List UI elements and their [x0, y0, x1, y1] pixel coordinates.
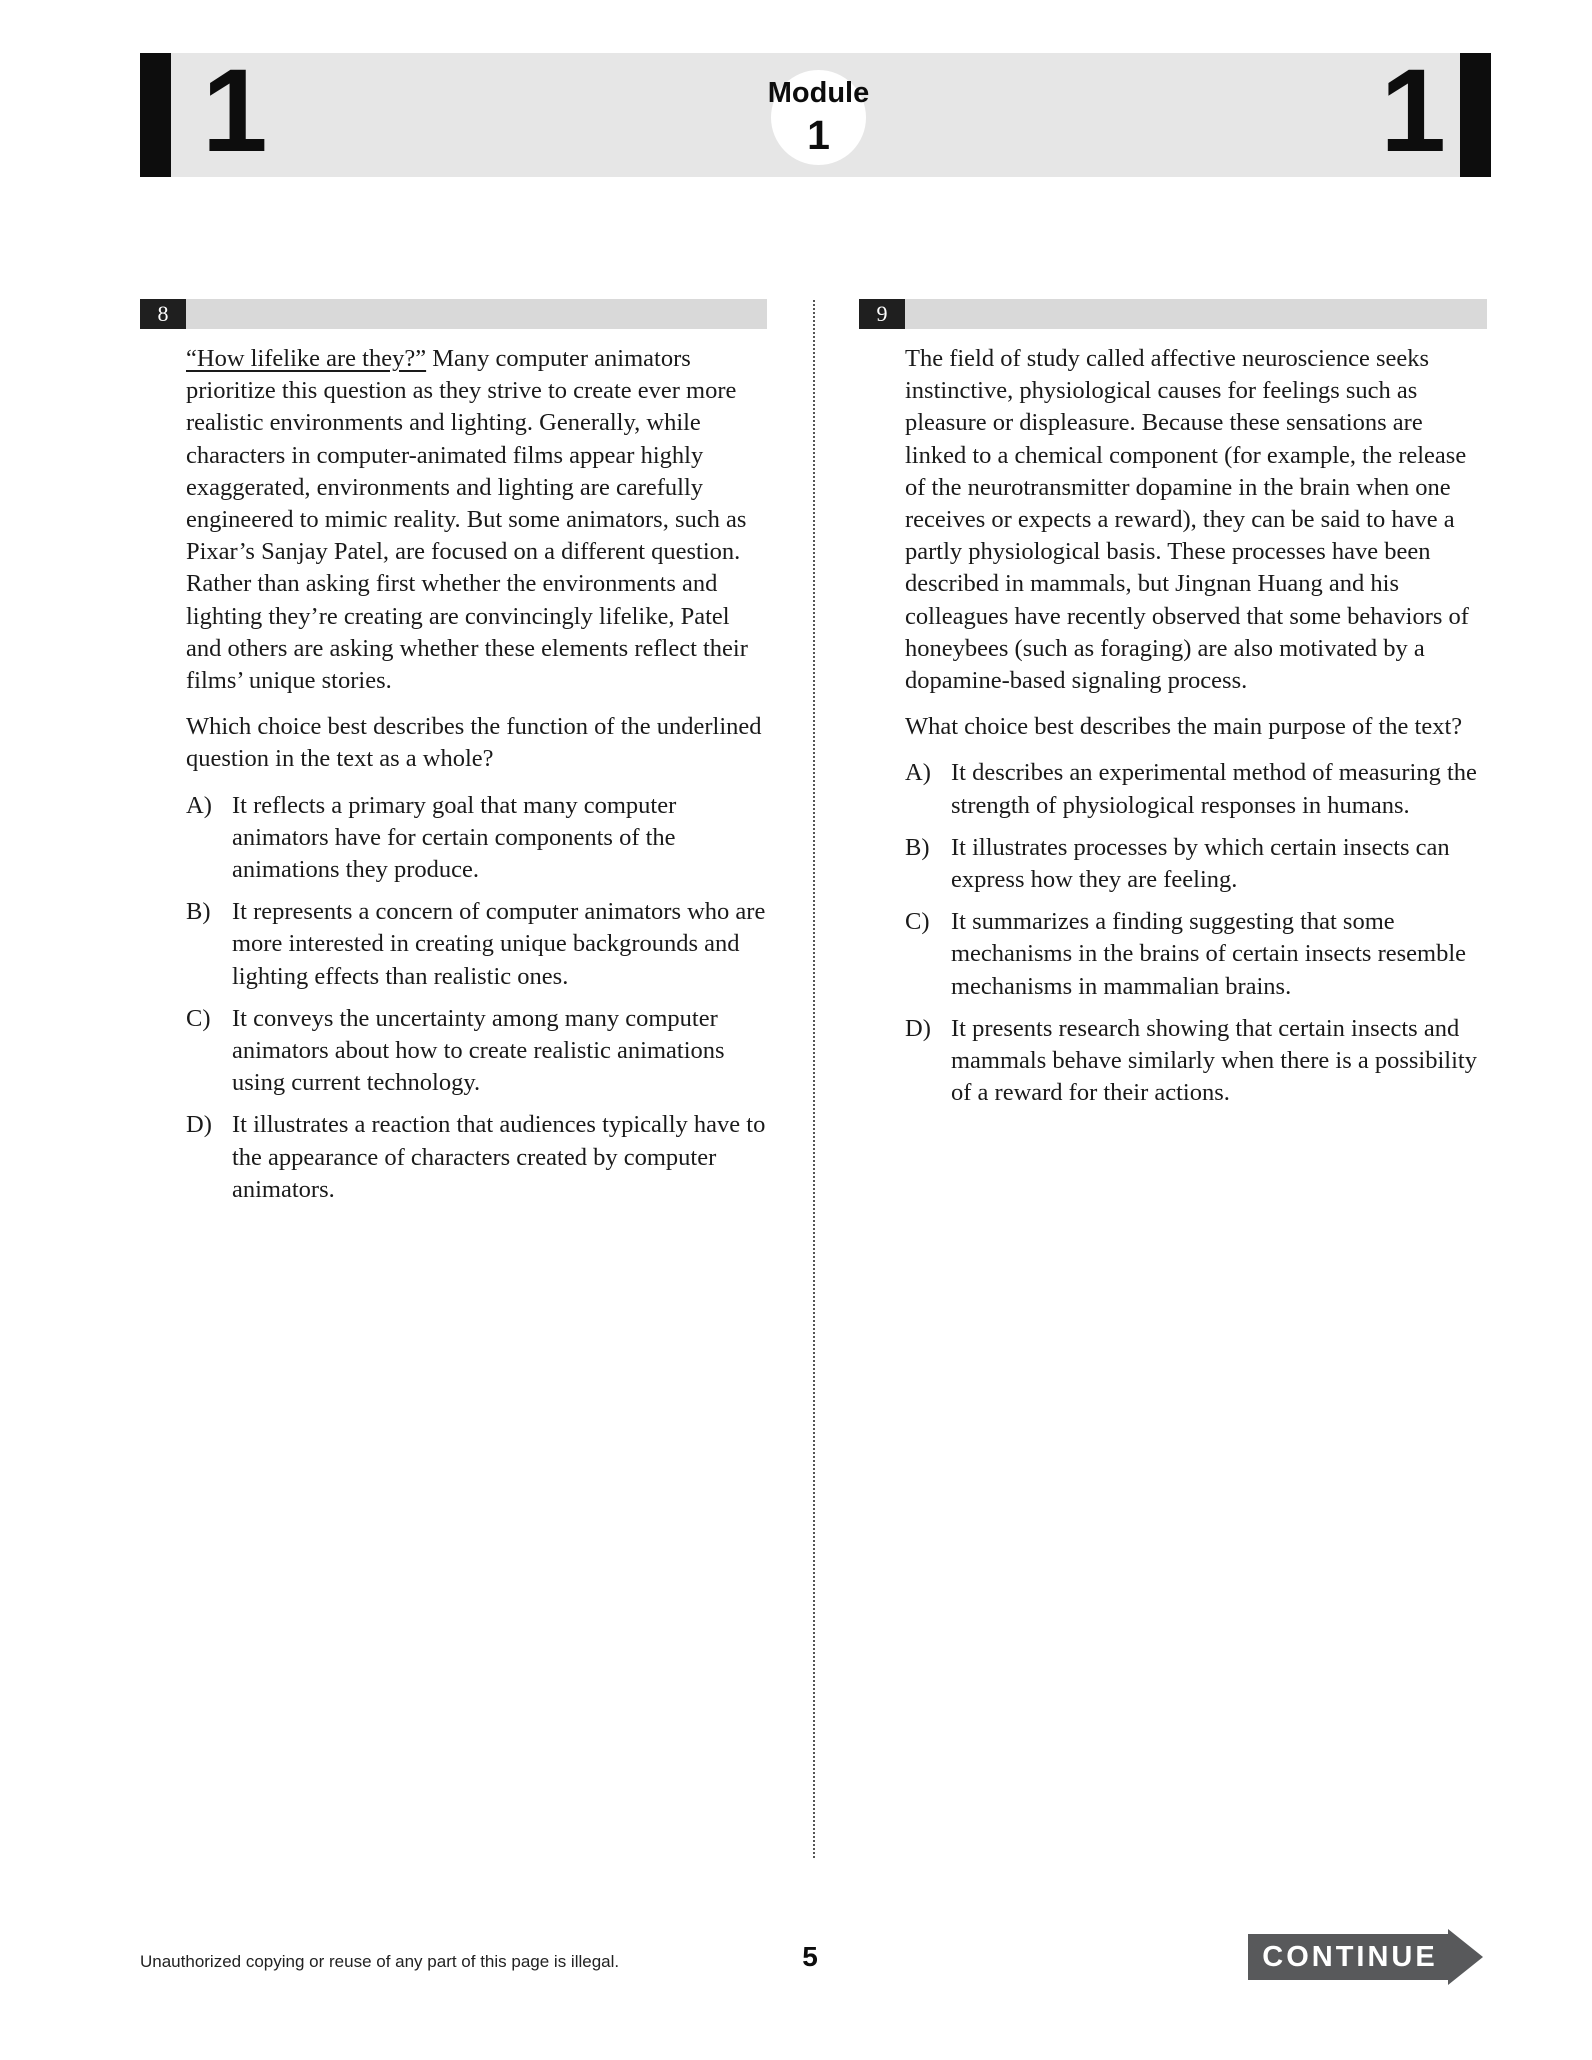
module-label: Module	[767, 77, 870, 109]
passage	[186, 343, 767, 697]
choice-text: It summarizes a finding suggesting that some mechanisms in the brains of certain insects resemble mechanisms in mammalian brains.	[951, 908, 1467, 1000]
copyright-notice: Unauthorized copying or reuse of any part of this page is illegal.	[140, 1952, 620, 1971]
answer-choice-c[interactable]	[186, 1003, 767, 1100]
choice-letter: B)	[905, 833, 930, 861]
answer-choice-d[interactable]	[186, 1109, 767, 1206]
answer-choice-b[interactable]	[905, 832, 1487, 896]
answer-choice-c[interactable]	[905, 906, 1487, 1003]
choice-letter: A)	[905, 759, 931, 787]
header-bar-left	[140, 53, 171, 177]
column-divider	[813, 300, 815, 1858]
question-prompt: What choice best describes the main purpose of the text?	[905, 713, 1463, 741]
passage: The field of study called affective neuroscience seeks instinctive, physiological causes for feelings such as pleasure or displeasure. Because these sensations are linked to a chemical component (for example, the release of the neurotransmitter dopamine in the brain when one receives or expects a reward), they can be said to have a partly physiological basis. These processes have been described in mammals, but Jingnan Huang and his colleagues have recently observed that some behaviors of honeybees (such as foraging) are also motivated by a dopamine-based signaling process.	[905, 345, 1469, 695]
question-number: 8	[140, 299, 186, 329]
choice-letter: B)	[186, 898, 211, 926]
choice-text: It represents a concern of computer animators who are more interested in creating unique backgrounds and lighting effects than realistic ones.	[232, 898, 766, 990]
choice-text: It conveys the uncertainty among many computer animators about how to create realistic animations using current technology.	[232, 1004, 725, 1097]
choice-text: It illustrates a reaction that audiences typically have to the appearance of characters created by computer animators.	[232, 1111, 766, 1203]
choice-text: It illustrates processes by which certain insects can express how they are feeling.	[951, 833, 1450, 894]
question-8	[140, 299, 767, 1216]
choice-letter: D)	[186, 1111, 212, 1139]
passage-text: Many computer animators prioritize this question as they strive to create ever more realistic environments and lighting. Generally, while characters in computer-animated films appear highly exaggerated, environments and lighting are carefully engineered to mimic reality. But some animators, such as Pixar’s Sanjay Patel, are focused on a different question. Rather than asking first whether the environments and lighting they’re creating are convincingly lifelike, Patel and others are asking whether these elements reflect their films’ unique stories.	[186, 345, 748, 695]
underlined-question: “How lifelike are they?”	[186, 345, 427, 372]
choice-letter: C)	[905, 908, 930, 936]
question-9	[859, 299, 1487, 1119]
choice-text: It presents research showing that certain insects and mammals behave similarly when there is a possibility of a reward for their actions.	[951, 1014, 1477, 1107]
question-body	[905, 343, 1487, 1109]
section-number-left: 1	[202, 45, 268, 177]
question-prompt: Which choice best describes the function of the underlined question in the text as a whole?	[186, 713, 762, 773]
choice-letter: D)	[905, 1014, 931, 1042]
question-number: 9	[859, 299, 905, 329]
question-header-bar	[140, 299, 767, 329]
choice-text: It reflects a primary goal that many computer animators have for certain components of the animations they produce.	[232, 791, 677, 884]
continue-label: CONTINUE	[1262, 1941, 1438, 1973]
answer-choice-d[interactable]	[905, 1013, 1487, 1110]
answer-choice-a[interactable]	[905, 757, 1487, 821]
module-number: 1	[807, 112, 830, 158]
page-number: 5	[802, 1941, 818, 1972]
answer-choice-a[interactable]	[186, 790, 767, 887]
question-body	[186, 343, 767, 1206]
choice-text: It describes an experimental method of measuring the strength of physiological responses in humans.	[951, 759, 1477, 819]
header-bar-right	[1460, 53, 1491, 177]
answer-choice-b[interactable]	[186, 896, 767, 993]
choice-letter: C)	[186, 1004, 211, 1032]
choice-letter: A)	[186, 791, 212, 819]
section-number-right: 1	[1380, 45, 1446, 177]
question-header-bar	[859, 299, 1487, 329]
